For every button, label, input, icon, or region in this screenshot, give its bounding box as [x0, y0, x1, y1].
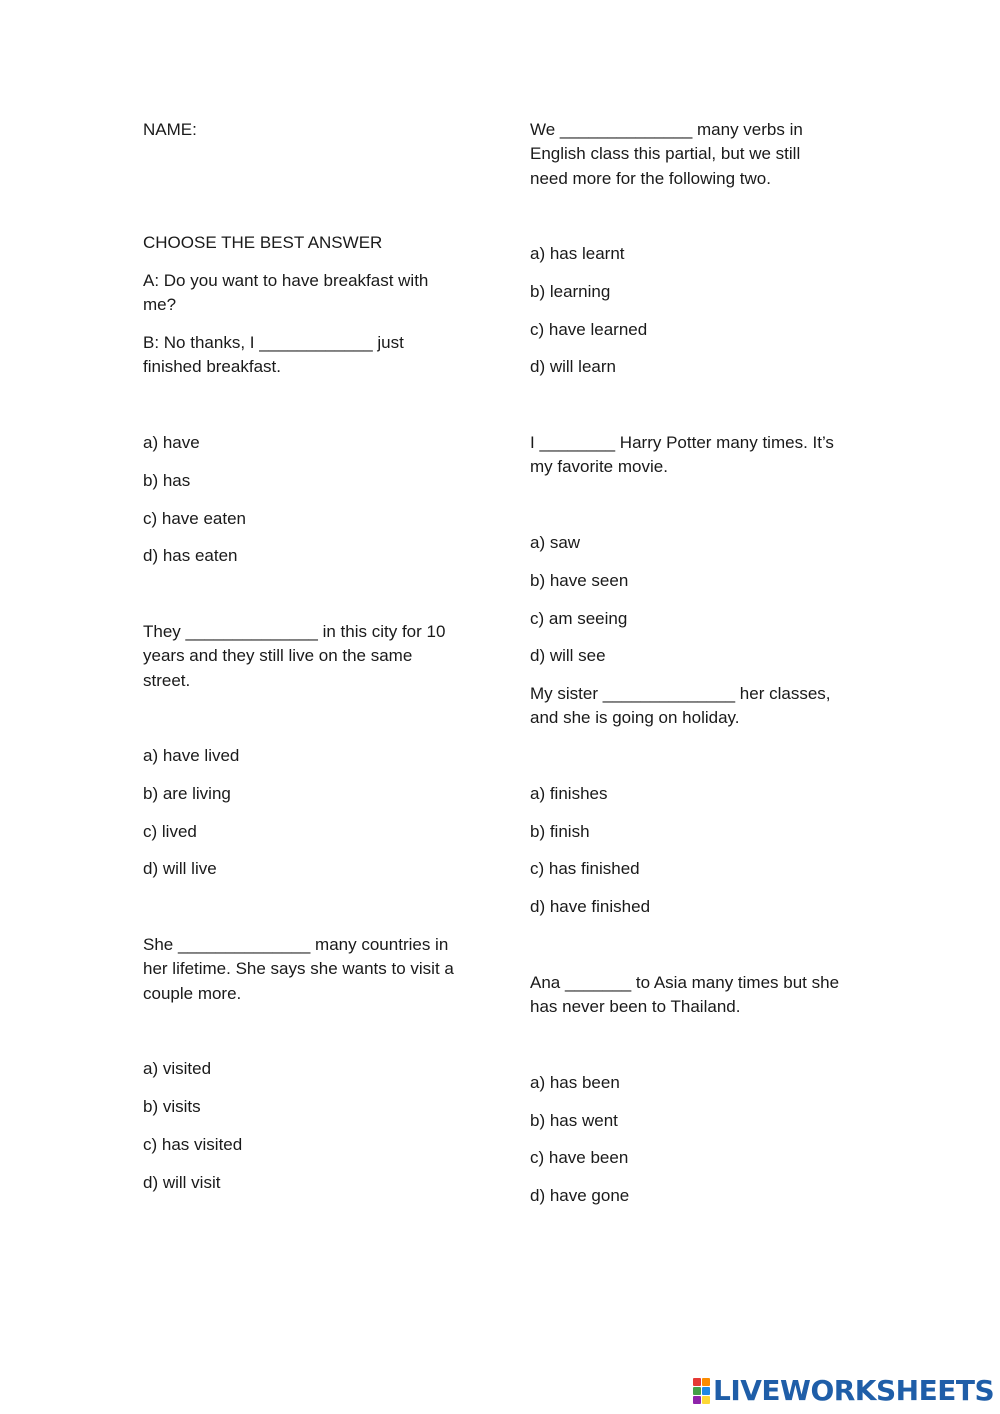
logo-mark-tile	[693, 1396, 701, 1404]
logo-mark-tile	[702, 1387, 710, 1395]
question-1-option-b[interactable]: b) has	[143, 471, 191, 490]
question-5-option-d[interactable]: d) will see	[530, 646, 606, 665]
question-7-line-1: Ana _______ to Asia many times but she	[530, 973, 840, 992]
question-6-option-c[interactable]: c) has finished	[530, 859, 640, 878]
question-3-option-b[interactable]: b) visits	[143, 1097, 201, 1116]
question-5-option-a[interactable]: a) saw	[530, 533, 581, 552]
question-1-option-d[interactable]: d) has eaten	[143, 546, 238, 565]
question-4-option-d[interactable]: d) will learn	[530, 357, 616, 376]
question-1-line-1: A: Do you want to have breakfast with	[143, 271, 429, 290]
question-1-line-4: finished breakfast.	[143, 357, 281, 376]
question-4-line-3: need more for the following two.	[530, 169, 771, 188]
logo-mark-tile	[702, 1396, 710, 1404]
question-2-option-c[interactable]: c) lived	[143, 822, 197, 841]
question-5-line-1: I ________ Harry Potter many times. It’s	[530, 433, 834, 452]
question-7-option-a[interactable]: a) has been	[530, 1073, 620, 1092]
question-1-option-c[interactable]: c) have eaten	[143, 509, 247, 528]
question-6-line-2: and she is going on holiday.	[530, 708, 740, 727]
question-6-option-d[interactable]: d) have finished	[530, 897, 651, 916]
question-7-option-b[interactable]: b) has went	[530, 1111, 618, 1130]
logo-mark-tile	[693, 1378, 701, 1386]
question-4-option-a[interactable]: a) has learnt	[530, 244, 625, 263]
question-3-line-3: couple more.	[143, 984, 242, 1003]
question-4-option-c[interactable]: c) have learned	[530, 320, 648, 339]
question-2-option-d[interactable]: d) will live	[143, 859, 217, 878]
question-7-line-2: has never been to Thailand.	[530, 997, 741, 1016]
logo-mark-tile	[693, 1387, 701, 1395]
question-1-line-2: me?	[143, 295, 177, 314]
question-2-line-3: street.	[143, 671, 191, 690]
logo-mark-icon	[693, 1378, 710, 1404]
question-5-option-b[interactable]: b) have seen	[530, 571, 629, 590]
instructions-heading: CHOOSE THE BEST ANSWER	[143, 233, 383, 252]
question-3-line-1: She ______________ many countries in	[143, 935, 449, 954]
question-4-line-2: English class this partial, but we still	[530, 144, 801, 163]
name-label: NAME:	[143, 120, 197, 139]
question-2-line-1: They ______________ in this city for 10	[143, 622, 446, 641]
question-2-option-a[interactable]: a) have lived	[143, 746, 240, 765]
question-5-line-2: my favorite movie.	[530, 457, 668, 476]
question-4-line-1: We ______________ many verbs in	[530, 120, 803, 139]
question-6-line-1: My sister ______________ her classes,	[530, 684, 831, 703]
question-2-line-2: years and they still live on the same	[143, 646, 413, 665]
question-6-option-a[interactable]: a) finishes	[530, 784, 608, 803]
question-6-option-b[interactable]: b) finish	[530, 822, 590, 841]
question-1-line-3: B: No thanks, I ____________ just	[143, 333, 404, 352]
question-4-option-b[interactable]: b) learning	[530, 282, 611, 301]
question-3-option-c[interactable]: c) has visited	[143, 1135, 243, 1154]
question-7-option-d[interactable]: d) have gone	[530, 1186, 630, 1205]
question-3-option-a[interactable]: a) visited	[143, 1059, 212, 1078]
question-2-option-b[interactable]: b) are living	[143, 784, 231, 803]
logo-text: LIVEWORKSHEETS	[713, 1374, 995, 1407]
question-5-option-c[interactable]: c) am seeing	[530, 609, 628, 628]
question-7-option-c[interactable]: c) have been	[530, 1148, 629, 1167]
question-1-option-a[interactable]: a) have	[143, 433, 200, 452]
question-3-option-d[interactable]: d) will visit	[143, 1173, 221, 1192]
question-3-line-2: her lifetime. She says she wants to visit a	[143, 959, 454, 978]
logo-mark-tile	[702, 1378, 710, 1386]
liveworksheets-logo	[693, 1376, 994, 1406]
